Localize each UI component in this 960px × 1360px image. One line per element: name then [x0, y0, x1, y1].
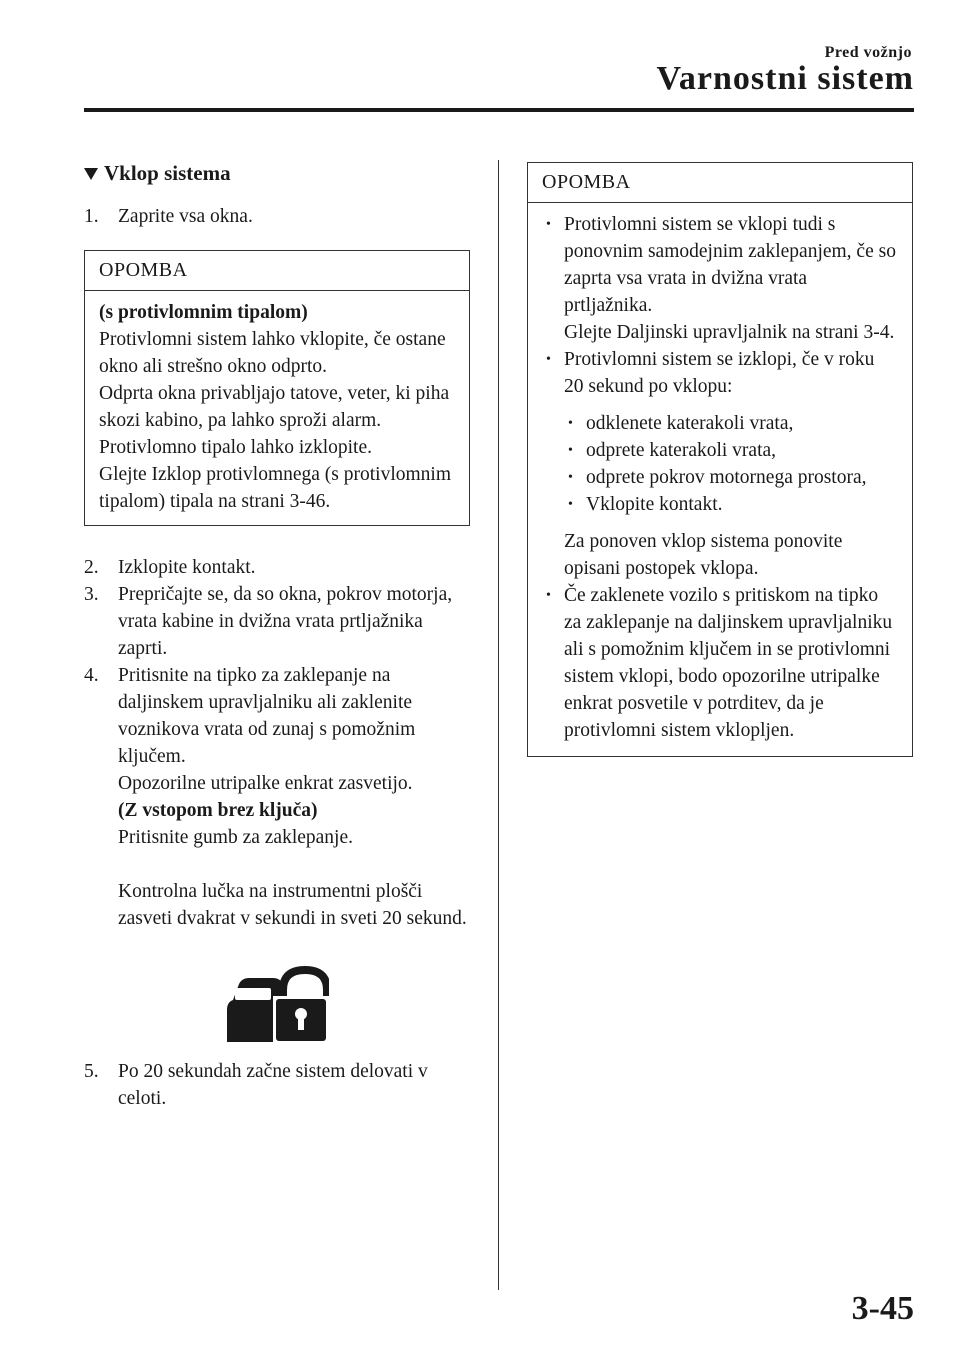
step-1 [84, 203, 470, 230]
step-text: Opozorilne utripalke enkrat zasvetijo. [118, 773, 413, 794]
list-item [542, 346, 898, 582]
column-divider [498, 160, 499, 1290]
bullet-text: • Protivlomni sistem se vklopi tudi s ponovnim samodejnim zaklepanjem, če so zaprta vsa vrata in dvižna vrata prtljažnika. [564, 214, 896, 316]
note-paragraph: Protivlomni sistem lahko vklopite, če ostane okno ali strešno okno odprto. [99, 329, 446, 377]
list-item: • odprete katerakoli vrata, [564, 437, 898, 464]
step-number: 5. [84, 1061, 99, 1082]
section-heading [84, 160, 470, 187]
step-4 [84, 662, 470, 932]
steps-list [84, 554, 470, 1112]
step-number: 4. [84, 665, 99, 686]
step-subheading: (Z vstopom brez ključa) [118, 800, 318, 821]
step-3 [84, 581, 470, 662]
list-item: • Vklopite kontakt. [564, 491, 898, 518]
step-number: 1. [84, 206, 99, 227]
list-item: • odprete pokrov motornega prostora, [564, 464, 898, 491]
note-subtitle: (s protivlomnim tipalom) [99, 302, 308, 323]
note-paragraph: Protivlomno tipalo lahko izklopite. [99, 437, 372, 458]
step-text: Izklopite kontakt. [118, 557, 256, 578]
list-item [542, 582, 898, 744]
bullet-text: • Če zaklenete vozilo s pritiskom na tipko za zaklepanje na daljinskem upravljalniku ali s pomožnim ključem in se protivlomni sistem vklopi, bodo opozorilne utripalke enkrat posvetile v potrditev, da je protivlomni sistem vklopljen. [564, 585, 893, 741]
step-number: 3. [84, 584, 99, 605]
header-section: Pred vožnjo [824, 44, 912, 61]
step-text: Pritisnite gumb za zaklepanje. [118, 827, 354, 848]
step-text: Zaprite vsa okna. [118, 206, 253, 227]
bullet-text: Za ponoven vklop sistema ponovite opisani postopek vklopa. [564, 531, 843, 579]
car-lock-indicator-icon [225, 966, 329, 1044]
note-title: OPOMBA [85, 251, 469, 291]
note-box-left [84, 250, 470, 526]
left-column [84, 160, 470, 1112]
right-column [527, 162, 913, 757]
step-number: 2. [84, 557, 99, 578]
note-box-right [527, 162, 913, 757]
note-paragraph: Glejte Izklop protivlomnega (s protivlomnim tipalom) tipala na strani 3-46. [99, 464, 452, 512]
bullet-text: • Protivlomni sistem se izklopi, če v roku 20 sekund po vklopu: [564, 349, 875, 397]
header-chapter-title: Varnostni sistem [656, 60, 914, 97]
triangle-down-icon [84, 168, 98, 180]
step-body [118, 662, 470, 932]
section-heading-text: Vklop sistema [104, 161, 231, 185]
list-item [542, 211, 898, 346]
step-text: Po 20 sekundah začne sistem delovati v celoti. [118, 1061, 428, 1109]
step-text: Kontrolna lučka na instrumentni plošči zasveti dvakrat v sekundi in sveti 20 sekund. [118, 881, 467, 929]
security-indicator-figure [84, 966, 470, 1044]
note-title: OPOMBA [528, 163, 912, 203]
page-number: 3-45 [851, 1290, 914, 1327]
step-5 [84, 1058, 470, 1112]
sub-bullet-list [564, 410, 898, 518]
note-bullet-list [542, 211, 898, 744]
note-body [85, 291, 469, 525]
step-text: Prepričajte se, da so okna, pokrov motorja, vrata kabine in dvižna vrata prtljažnika zaprti. [118, 584, 453, 659]
note-paragraph: Odprta okna privabljajo tatove, veter, ki piha skozi kabino, pa lahko sproži alarm. [99, 383, 450, 431]
step-text: Pritisnite na tipko za zaklepanje na daljinskem upravljalniku ali zaklenite voznikova vrata od zunaj s pomožnim ključem. [118, 665, 416, 767]
step-2 [84, 554, 470, 581]
header-rule [84, 108, 914, 112]
note-body [528, 203, 912, 756]
list-item: • odklenete katerakoli vrata, [564, 410, 898, 437]
bullet-text: Glejte Daljinski upravljalnik na strani 3-4. [564, 322, 895, 343]
